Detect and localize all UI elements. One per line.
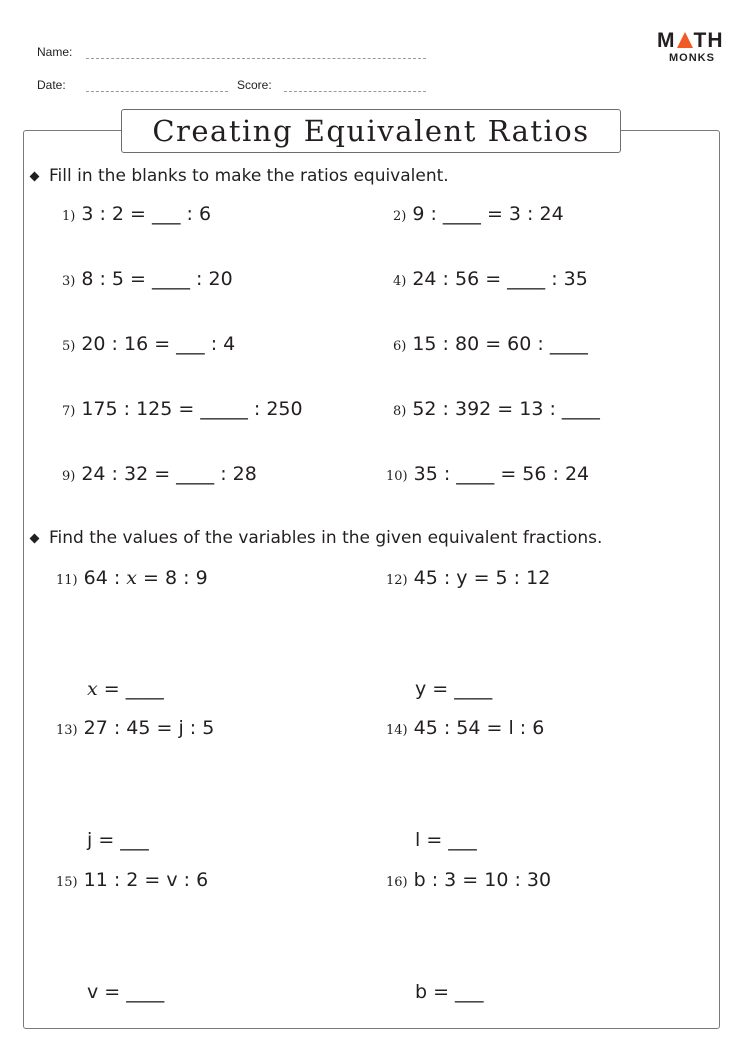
problem-text-pre: 64 : <box>83 567 127 589</box>
problem-text-post: : 6 <box>177 869 209 891</box>
variable-j: j <box>178 717 184 739</box>
variable-y: y <box>456 567 468 589</box>
problem-number: 3) <box>62 274 76 289</box>
problem-number: 13) <box>56 723 78 738</box>
problem-number: 12) <box>386 573 408 588</box>
problem-16 <box>386 869 551 891</box>
problem-12 <box>386 567 550 589</box>
problem-number: 11) <box>56 573 78 588</box>
problem-text-pre: 45 : 54 = <box>413 717 509 739</box>
answer-blank: = ___ <box>420 829 477 851</box>
logo-m: M <box>657 29 676 52</box>
problem-14 <box>386 717 544 739</box>
problem-text: 35 : ____ = 56 : 24 <box>413 463 590 485</box>
problem-text: 24 : 56 = ____ : 35 <box>412 268 588 290</box>
answer-var: v <box>87 981 99 1003</box>
problem-text: 3 : 2 = ___ : 6 <box>81 203 212 225</box>
answer-blank: = ___ <box>92 829 149 851</box>
answer-var: x <box>87 678 98 700</box>
date-label: Date: <box>37 78 66 92</box>
name-label: Name: <box>37 45 73 59</box>
problem-text: 175 : 125 = _____ : 250 <box>81 398 303 420</box>
problem-number: 10) <box>386 469 408 484</box>
answer-blank: = ____ <box>97 678 164 700</box>
problem-number: 7) <box>62 404 76 419</box>
problem-text-pre: 11 : 2 = <box>83 869 167 891</box>
problem-2 <box>393 203 564 225</box>
problem-3 <box>62 268 233 290</box>
problem-number: 5) <box>62 339 76 354</box>
problem-15 <box>56 869 208 891</box>
problem-number: 8) <box>393 404 407 419</box>
problem-13 <box>56 717 214 739</box>
problem-text: 52 : 392 = 13 : ____ <box>412 398 600 420</box>
title-box <box>121 109 621 153</box>
answer-13[interactable] <box>87 829 149 851</box>
answer-blank: = ____ <box>426 678 493 700</box>
problem-text-pre: 27 : 45 = <box>83 717 179 739</box>
problem-11 <box>56 567 208 589</box>
problem-number: 2) <box>393 209 407 224</box>
problem-1 <box>62 203 211 225</box>
diamond-bullet-icon <box>30 171 40 181</box>
answer-var: b <box>415 981 428 1003</box>
logo-monks-text: MONKS <box>669 52 715 64</box>
section1-instruction-text: Fill in the blanks to make the ratios equivalent. <box>49 166 449 186</box>
problem-text-post: : 6 <box>513 717 545 739</box>
name-field[interactable] <box>86 58 426 59</box>
problem-text-post: : 3 = 10 : 30 <box>425 869 552 891</box>
problem-text-post: = 5 : 12 <box>467 567 551 589</box>
problem-text-post: : 5 <box>183 717 215 739</box>
problem-text-post: = 8 : 9 <box>137 567 208 589</box>
section2-instruction <box>31 528 602 548</box>
problem-6 <box>393 333 588 355</box>
variable-l: l <box>508 717 514 739</box>
date-field[interactable] <box>86 91 228 92</box>
answer-16[interactable] <box>415 981 484 1003</box>
answer-12[interactable] <box>415 678 492 700</box>
problem-number: 16) <box>386 875 408 890</box>
problem-number: 6) <box>393 339 407 354</box>
answer-var: l <box>415 829 421 851</box>
answer-blank: = ____ <box>98 981 165 1003</box>
triangle-a-icon <box>677 32 693 48</box>
logo-th: TH <box>693 29 724 52</box>
problem-text-pre: 45 : <box>413 567 457 589</box>
problem-7 <box>62 398 303 420</box>
answer-var: j <box>87 829 93 851</box>
problem-number: 15) <box>56 875 78 890</box>
variable-b: b <box>413 869 426 891</box>
answer-11[interactable] <box>87 678 164 700</box>
variable-x: x <box>126 567 138 589</box>
problem-text: 15 : 80 = 60 : ____ <box>412 333 588 355</box>
problem-8 <box>393 398 600 420</box>
problem-10 <box>386 463 589 485</box>
answer-14[interactable] <box>415 829 477 851</box>
problem-number: 14) <box>386 723 408 738</box>
problem-text: 20 : 16 = ___ : 4 <box>81 333 236 355</box>
score-label: Score: <box>237 78 272 92</box>
section2-instruction-text: Find the values of the variables in the given equivalent fractions. <box>49 528 603 548</box>
problem-number: 9) <box>62 469 76 484</box>
page-title: Creating Equivalent Ratios <box>152 114 590 148</box>
answer-blank: = ___ <box>427 981 484 1003</box>
problem-9 <box>62 463 257 485</box>
problem-4 <box>393 268 588 290</box>
problem-text: 9 : ____ = 3 : 24 <box>412 203 564 225</box>
section1-instruction <box>31 166 449 186</box>
score-field[interactable] <box>284 91 426 92</box>
problem-number: 1) <box>62 209 76 224</box>
diamond-bullet-icon <box>30 533 40 543</box>
logo-math-text <box>657 30 724 52</box>
variable-v: v <box>166 869 178 891</box>
answer-15[interactable] <box>87 981 164 1003</box>
answer-var: y <box>415 678 427 700</box>
problem-text: 24 : 32 = ____ : 28 <box>81 463 257 485</box>
math-monks-logo <box>657 30 725 64</box>
problem-text: 8 : 5 = ____ : 20 <box>81 268 233 290</box>
problem-5 <box>62 333 235 355</box>
problem-number: 4) <box>393 274 407 289</box>
